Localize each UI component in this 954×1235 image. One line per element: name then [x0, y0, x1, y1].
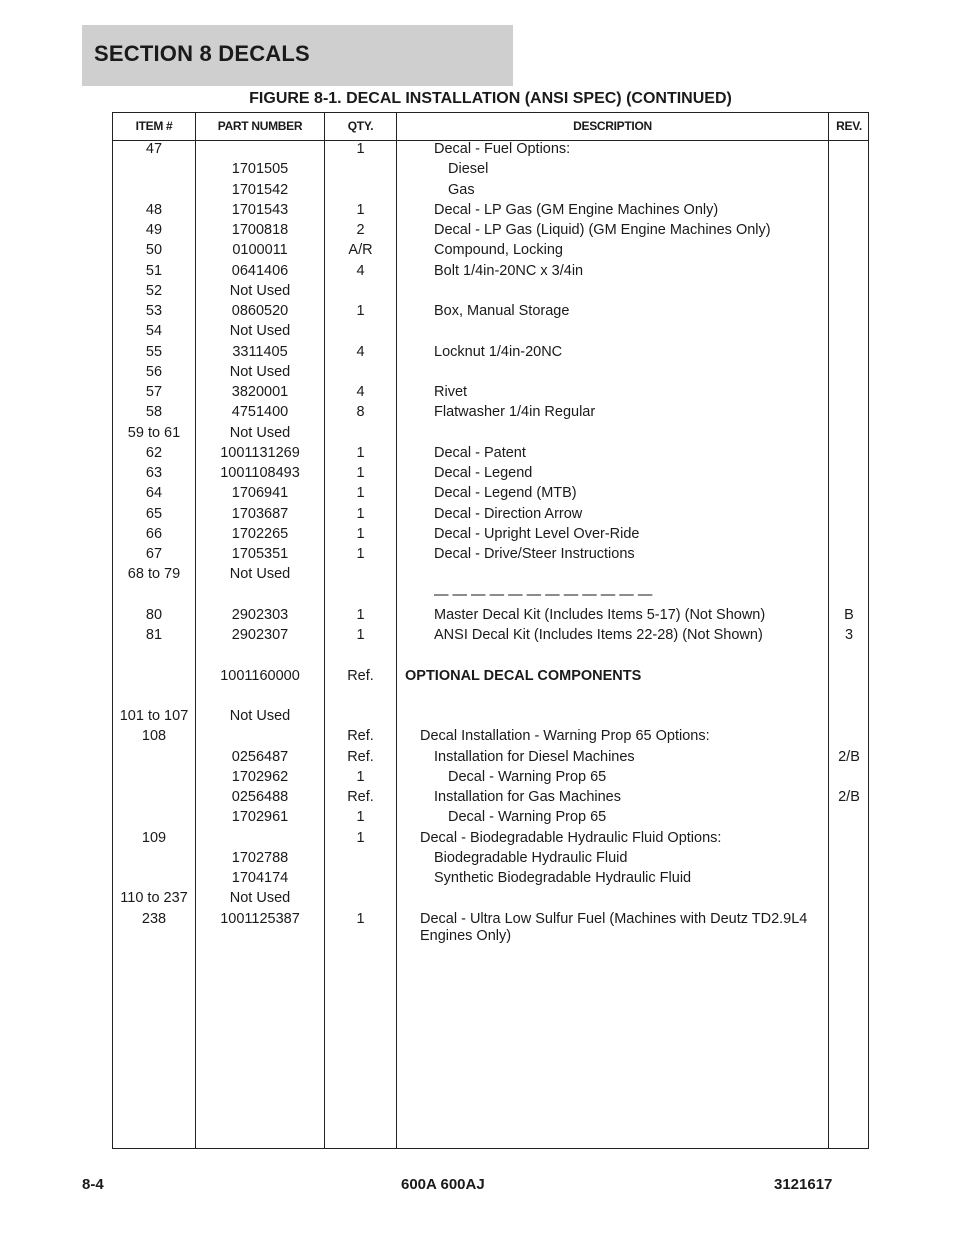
description-cell: Rivet [434, 384, 468, 400]
table-row [113, 789, 868, 809]
description-cell: Decal - Legend (MTB) [434, 485, 577, 502]
item-cell: 238 [141, 910, 167, 927]
description-cell: Decal - Upright Level Over-Ride [434, 525, 640, 542]
table-row [113, 566, 868, 586]
item-cell: 58 [145, 404, 163, 421]
part-number-cell: 2902303 [231, 606, 289, 623]
table-row [113, 485, 868, 505]
description-cell: Decal - Biodegradable Hydraulic Fluid Options: [420, 829, 722, 846]
description-cell: Decal - LP Gas (Liquid) (GM Engine Machines Only) [434, 222, 771, 238]
qty-cell: A/R [348, 242, 373, 259]
qty-cell: 1 [356, 546, 365, 562]
description-cell: Decal - LP Gas (GM Engine Machines Only) [434, 201, 719, 218]
description-cell: Diesel [448, 161, 489, 178]
part-number-cell: 1701543 [231, 201, 289, 218]
table-row [113, 850, 868, 870]
table-row [113, 141, 868, 161]
part-number-cell: 1703687 [231, 505, 289, 522]
item-cell: 67 [145, 546, 163, 562]
qty-cell: 1 [356, 910, 365, 927]
item-cell: 81 [145, 627, 163, 643]
column-header-qty: QTY. [347, 119, 374, 133]
table-row [113, 283, 868, 303]
part-number-cell: 1702962 [231, 768, 289, 785]
qty-cell: 1 [356, 201, 365, 218]
table-row [113, 668, 868, 688]
description-cell: Biodegradable Hydraulic Fluid [434, 849, 628, 866]
figure-title: FIGURE 8-1. DECAL INSTALLATION (ANSI SPEC) (CONTINUED) [249, 90, 732, 107]
table-row [113, 769, 868, 789]
qty-cell: 1 [356, 141, 365, 157]
qty-cell: 1 [356, 768, 365, 785]
description-cell: Synthetic Biodegradable Hydraulic Fluid [434, 870, 692, 886]
part-number-cell: 1705351 [231, 546, 289, 562]
part-number-cell: 0256487 [231, 748, 289, 765]
section-header [82, 25, 513, 86]
model-label: 600A 600AJ [401, 1176, 485, 1193]
part-number-cell: 1701505 [231, 161, 289, 178]
table-row [113, 728, 868, 748]
item-cell: 68 to 79 [127, 566, 181, 583]
parts-table [112, 112, 869, 1149]
item-cell: 65 [145, 505, 163, 522]
item-cell: 54 [145, 323, 163, 340]
description-cell: Installation for Diesel Machines [434, 748, 635, 765]
section-title: SECTION 8 DECALS [94, 41, 310, 66]
qty-cell: 1 [356, 465, 365, 481]
item-cell: 101 to 107 [119, 708, 189, 724]
description-cell: Decal - Patent [434, 444, 526, 461]
part-number-cell: 1001108493 [220, 465, 300, 481]
table-row [113, 749, 868, 769]
rev-cell: 2/B [838, 748, 860, 765]
part-number-cell: 0641406 [231, 262, 289, 279]
table-row [113, 323, 868, 343]
description-cell: Decal - Fuel Options: [434, 141, 571, 157]
table-row [113, 303, 868, 323]
description-cell: Decal - Warning Prop 65 [448, 809, 607, 826]
part-number-cell: Not Used [229, 323, 291, 340]
part-number-cell: 1700818 [231, 222, 289, 238]
description-cell: — — — — — — — — — — — — [434, 586, 653, 603]
table-row [113, 688, 868, 708]
part-number-cell: Not Used [229, 566, 291, 583]
column-header-part-number: PART NUMBER [217, 119, 303, 133]
rev-cell: B [844, 606, 854, 623]
qty-cell: 1 [356, 829, 365, 846]
document-number: 3121617 [774, 1176, 833, 1193]
part-number-cell: 3820001 [231, 384, 289, 400]
item-cell: 80 [145, 606, 163, 623]
table-row [113, 161, 868, 181]
column-header-description: DESCRIPTION [573, 119, 652, 133]
table-row [113, 465, 868, 485]
description-cell: ANSI Decal Kit (Includes Items 22-28) (Not Shown) [434, 627, 763, 643]
qty-cell: 8 [356, 404, 365, 421]
description-cell: Compound, Locking [434, 242, 563, 259]
qty-cell: Ref. [347, 748, 374, 765]
table-row [113, 809, 868, 829]
description-cell: Locknut 1/4in-20NC [434, 343, 563, 360]
table-row [113, 364, 868, 384]
part-number-cell: 1001160000 [220, 667, 300, 684]
table-row [113, 890, 868, 910]
part-number-cell: Not Used [229, 424, 291, 441]
description-cell: Master Decal Kit (Includes Items 5-17) (Not Shown) [434, 606, 766, 623]
item-cell: 64 [145, 485, 163, 502]
rev-cell: 3 [844, 627, 854, 643]
description-cell: Flatwasher 1/4in Regular [434, 404, 596, 421]
item-cell: 50 [145, 242, 163, 259]
item-cell: 52 [145, 282, 163, 299]
part-number-cell: 0100011 [232, 242, 288, 259]
description-cell: Box, Manual Storage [434, 303, 570, 319]
table-row [113, 627, 868, 647]
description-cell: Decal - Ultra Low Sulfur Fuel (Machines with Deutz TD2.9L4 Engines Only) [420, 910, 808, 944]
page-number: 8-4 [82, 1176, 104, 1193]
qty-cell: 1 [356, 606, 365, 623]
column-header-item: ITEM # [135, 119, 173, 133]
part-number-cell: Not Used [229, 890, 291, 907]
qty-cell: 4 [356, 384, 365, 400]
rev-cell: 2/B [838, 789, 860, 805]
part-number-cell: 1702961 [231, 809, 289, 826]
item-cell: 56 [145, 363, 163, 380]
table-row [113, 263, 868, 283]
qty-cell: 1 [356, 809, 365, 826]
description-cell: Decal Installation - Warning Prop 65 Options: [420, 728, 710, 745]
item-cell: 49 [145, 222, 163, 238]
table-row [113, 830, 868, 850]
table-row [113, 445, 868, 465]
item-cell: 51 [145, 262, 163, 279]
part-number-cell: 0256488 [231, 789, 289, 805]
qty-cell: 1 [356, 444, 365, 461]
description-cell: Decal - Warning Prop 65 [448, 768, 607, 785]
part-number-cell: Not Used [229, 282, 291, 299]
part-number-cell: 1702788 [231, 849, 289, 866]
item-cell: 59 to 61 [127, 424, 181, 441]
table-row [113, 607, 868, 627]
qty-cell: 1 [356, 485, 365, 502]
table-row [113, 384, 868, 404]
part-number-cell: Not Used [229, 708, 291, 724]
qty-cell: Ref. [347, 789, 374, 805]
column-header-rev: REV. [836, 119, 862, 133]
qty-cell: Ref. [347, 667, 374, 684]
description-cell: OPTIONAL DECAL COMPONENTS [405, 667, 642, 684]
table-row [113, 526, 868, 546]
qty-cell: 2 [356, 222, 365, 238]
item-cell: 55 [145, 343, 163, 360]
item-cell: 66 [145, 525, 163, 542]
part-number-cell: 1701542 [231, 181, 289, 198]
table-row [113, 546, 868, 566]
description-cell: Decal - Drive/Steer Instructions [434, 546, 635, 562]
item-cell: 47 [145, 141, 163, 157]
table-row [113, 647, 868, 667]
item-cell: 109 [141, 829, 167, 846]
description-cell: Decal - Direction Arrow [434, 505, 583, 522]
part-number-cell: 2902307 [231, 627, 289, 643]
part-number-cell: 0860520 [231, 303, 289, 319]
item-cell: 53 [145, 303, 163, 319]
item-cell: 48 [145, 201, 163, 218]
qty-cell: 4 [356, 262, 365, 279]
item-cell: 108 [141, 728, 167, 745]
qty-cell: 1 [356, 303, 365, 319]
item-cell: 62 [145, 444, 163, 461]
part-number-cell: 3311405 [232, 343, 288, 360]
table-row [113, 222, 868, 242]
part-number-cell: Not Used [229, 363, 291, 380]
qty-cell: Ref. [347, 728, 374, 745]
qty-cell: 1 [356, 505, 365, 522]
table-row [113, 910, 868, 944]
table-row [113, 242, 868, 262]
item-cell: 63 [145, 465, 163, 481]
item-cell: 57 [145, 384, 163, 400]
table-row [113, 708, 868, 728]
part-number-cell: 1001125387 [220, 910, 300, 927]
part-number-cell: 4751400 [231, 404, 289, 421]
part-number-cell: 1704174 [231, 870, 289, 886]
qty-cell: 1 [356, 627, 365, 643]
description-cell: Gas [448, 181, 475, 198]
part-number-cell: 1001131269 [220, 444, 300, 461]
table-row [113, 506, 868, 526]
part-number-cell: 1706941 [231, 485, 289, 502]
part-number-cell: 1702265 [231, 525, 289, 542]
table-row [113, 587, 868, 607]
table-row [113, 870, 868, 890]
table-row [113, 404, 868, 424]
description-cell: Bolt 1/4in-20NC x 3/4in [434, 262, 584, 279]
qty-cell: 1 [356, 525, 365, 542]
item-cell: 110 to 237 [120, 890, 188, 907]
description-cell: Installation for Gas Machines [434, 789, 621, 805]
table-row [113, 425, 868, 445]
description-cell: Decal - Legend [434, 465, 533, 481]
table-row [113, 202, 868, 222]
qty-cell: 4 [356, 343, 365, 360]
table-row [113, 344, 868, 364]
table-row [113, 182, 868, 202]
